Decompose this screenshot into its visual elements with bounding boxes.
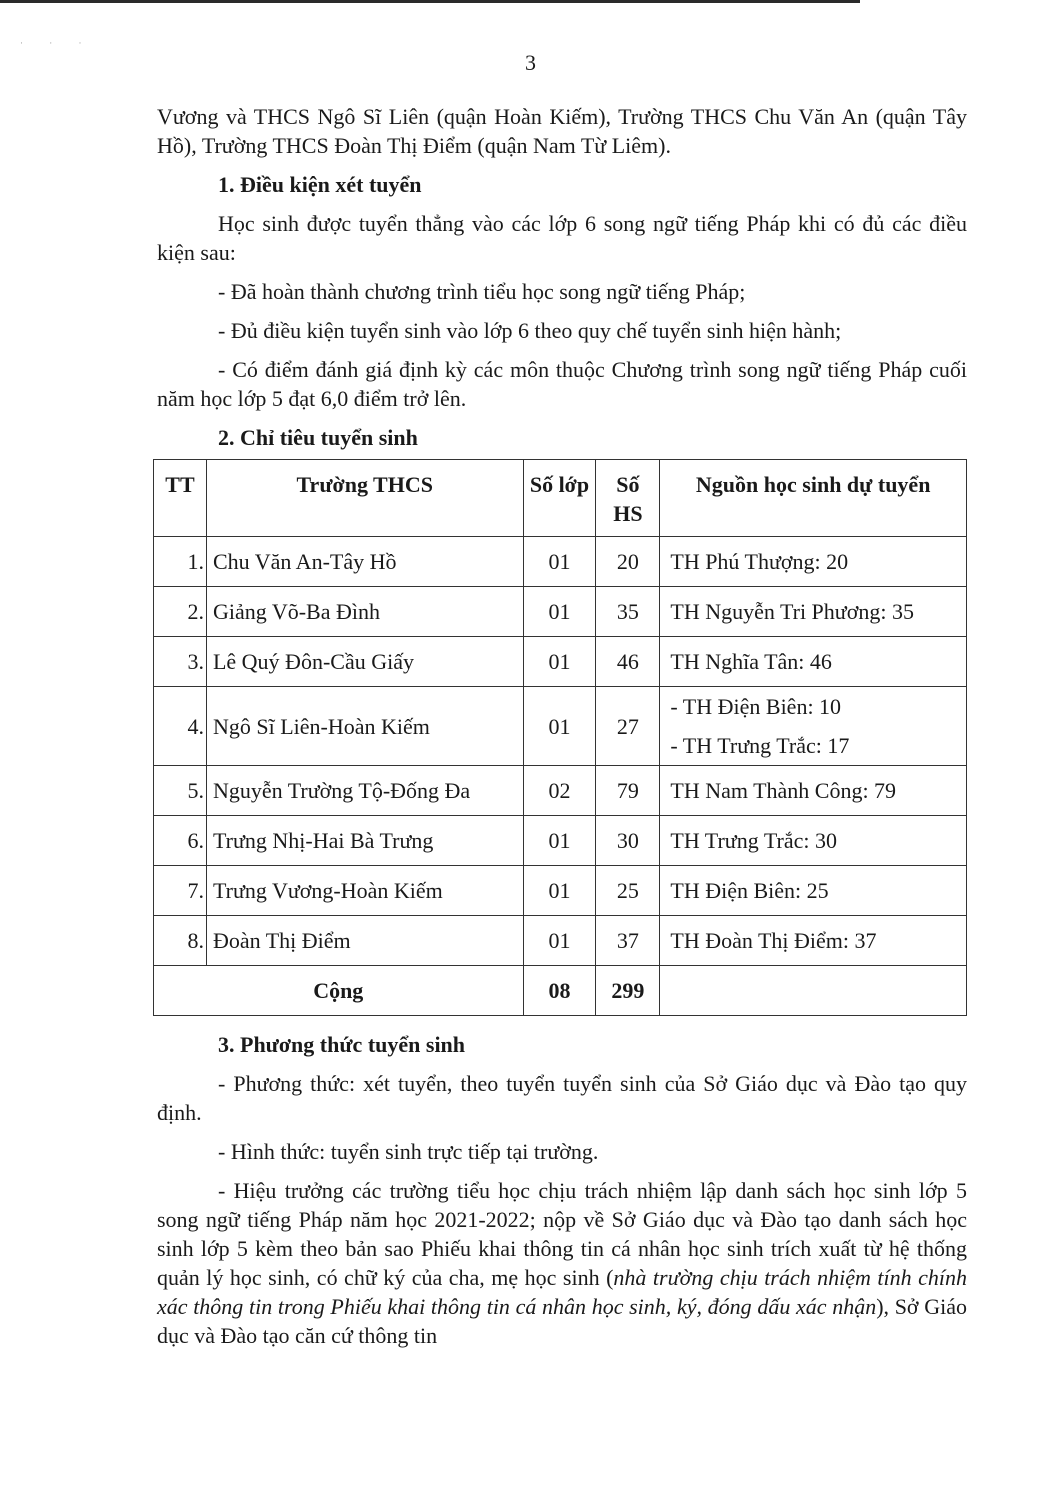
source-schools (660, 766, 967, 816)
class-count: 01 (523, 866, 596, 916)
school-name: Đoàn Thị Điểm (206, 916, 523, 966)
responsibility-text-italic: nhà trường chịu trách nhiệm tính chính xác thông tin trong Phiếu khai thông tin cá nhân học sinh, ký, đóng dấu xác nhận (157, 1265, 967, 1319)
source-line: TH Nghĩa Tân: 46 (670, 649, 832, 674)
school-name: Trưng Nhị-Hai Bà Trưng (206, 816, 523, 866)
source-line: TH Nguyễn Tri Phương: 35 (670, 599, 914, 624)
source-schools (660, 816, 967, 866)
source-schools (660, 587, 967, 637)
header-source: Nguồn học sinh dự tuyển (660, 460, 967, 537)
school-name: Trưng Vương-Hoàn Kiếm (206, 866, 523, 916)
section-1-heading: 1. Điều kiện xét tuyển (218, 172, 422, 197)
student-count: 25 (596, 866, 660, 916)
source-line: TH Điện Biên: 25 (670, 878, 829, 903)
source-line: TH Nam Thành Công: 79 (670, 778, 897, 803)
class-count: 02 (523, 766, 596, 816)
source-schools (660, 916, 967, 966)
total-source-empty (660, 966, 967, 1016)
source-schools (660, 687, 967, 766)
school-name: Lê Quý Đôn-Cầu Giấy (206, 637, 523, 687)
row-number: 2. (154, 587, 207, 637)
class-count: 01 (523, 537, 596, 587)
student-count: 35 (596, 587, 660, 637)
total-classes: 08 (523, 966, 596, 1016)
header-students: Số HS (596, 460, 660, 537)
source-schools (660, 866, 967, 916)
header-tt: TT (154, 460, 207, 537)
class-count: 01 (523, 637, 596, 687)
source-line: TH Phú Thượng: 20 (670, 549, 849, 574)
class-count: 01 (523, 587, 596, 637)
student-count: 46 (596, 637, 660, 687)
header-school: Trường THCS (206, 460, 523, 537)
form-paragraph: - Hình thức: tuyển sinh trực tiếp tại trường. (218, 1139, 599, 1164)
row-number: 3. (154, 637, 207, 687)
table-row (154, 816, 967, 866)
section-1-lead: Học sinh được tuyển thẳng vào các lớp 6 song ngữ tiếng Pháp khi có đủ các điều kiện sau: (157, 211, 967, 265)
condition-item: - Đủ điều kiện tuyển sinh vào lớp 6 theo quy chế tuyển sinh hiện hành; (218, 318, 842, 343)
table-body (154, 537, 967, 966)
row-number: 4. (154, 687, 207, 766)
table-row (154, 587, 967, 637)
table-row (154, 866, 967, 916)
table-row (154, 766, 967, 816)
student-count: 79 (596, 766, 660, 816)
row-number: 5. (154, 766, 207, 816)
table-row (154, 687, 967, 766)
table-row (154, 637, 967, 687)
total-students: 299 (596, 966, 660, 1016)
source-schools (660, 637, 967, 687)
intro-paragraph: Vương và THCS Ngô Sĩ Liên (quận Hoàn Kiếm), Trường THCS Chu Văn An (quận Tây Hồ), Trường THCS Đoàn Thị Điểm (quận Nam Từ Liêm). (157, 104, 967, 158)
school-name: Chu Văn An-Tây Hồ (206, 537, 523, 587)
school-name: Giảng Võ-Ba Đình (206, 587, 523, 637)
class-count: 01 (523, 687, 596, 766)
condition-item: - Có điểm đánh giá định kỳ các môn thuộc Chương trình song ngữ tiếng Pháp cuối năm học lớp 5 đạt 6,0 điểm trở lên. (157, 357, 967, 411)
source-line: - TH Điện Biên: 10 (670, 694, 842, 719)
table-row (154, 916, 967, 966)
responsibility-paragraph (157, 1176, 967, 1350)
page-number: 3 (525, 50, 536, 75)
source-schools (660, 537, 967, 587)
quota-table (153, 459, 967, 1016)
student-count: 20 (596, 537, 660, 587)
row-number: 7. (154, 866, 207, 916)
student-count: 37 (596, 916, 660, 966)
top-border-line (0, 0, 860, 3)
row-number: 1. (154, 537, 207, 587)
source-line: TH Đoàn Thị Điểm: 37 (670, 928, 877, 953)
row-number: 8. (154, 916, 207, 966)
header-classes: Số lớp (523, 460, 596, 537)
source-line: - TH Trưng Trắc: 17 (670, 733, 850, 758)
class-count: 01 (523, 816, 596, 866)
student-count: 27 (596, 687, 660, 766)
student-count: 30 (596, 816, 660, 866)
section-3-heading: 3. Phương thức tuyển sinh (218, 1032, 466, 1057)
method-paragraph: - Phương thức: xét tuyển, theo tuyển tuyển sinh của Sở Giáo dục và Đào tạo quy định. (157, 1071, 967, 1125)
scan-specks: · · · (20, 38, 94, 48)
row-number: 6. (154, 816, 207, 866)
condition-item: - Đã hoàn thành chương trình tiểu học song ngữ tiếng Pháp; (218, 279, 746, 304)
section-2-heading: 2. Chỉ tiêu tuyển sinh (218, 425, 418, 450)
document-body (157, 102, 967, 1360)
table-total-row (154, 966, 967, 1016)
table-header-row (154, 460, 967, 537)
school-name: Nguyễn Trường Tộ-Đống Đa (206, 766, 523, 816)
total-label: Cộng (154, 966, 524, 1016)
school-name: Ngô Sĩ Liên-Hoàn Kiếm (206, 687, 523, 766)
source-line: TH Trưng Trắc: 30 (670, 828, 837, 853)
class-count: 01 (523, 916, 596, 966)
responsibility-text-start: - Hiệu trưởng các trường tiểu học chịu trách nhiệm lập danh sách học sinh lớp 5 song ngữ tiếng Pháp năm học 2021-2022; nộp về Sở Giáo dục và Đào tạo danh sách học sinh lớp 5 kèm theo bản sao Phiếu khai thông tin cá nhân học sinh trích xuất từ hệ thống quản lý học sinh, có chữ ký của cha, mẹ học sinh ( (157, 1178, 967, 1290)
table-row (154, 537, 967, 587)
responsibility-text-end: ), Sở Giáo dục và Đào tạo căn cứ thông tin (157, 1294, 967, 1348)
